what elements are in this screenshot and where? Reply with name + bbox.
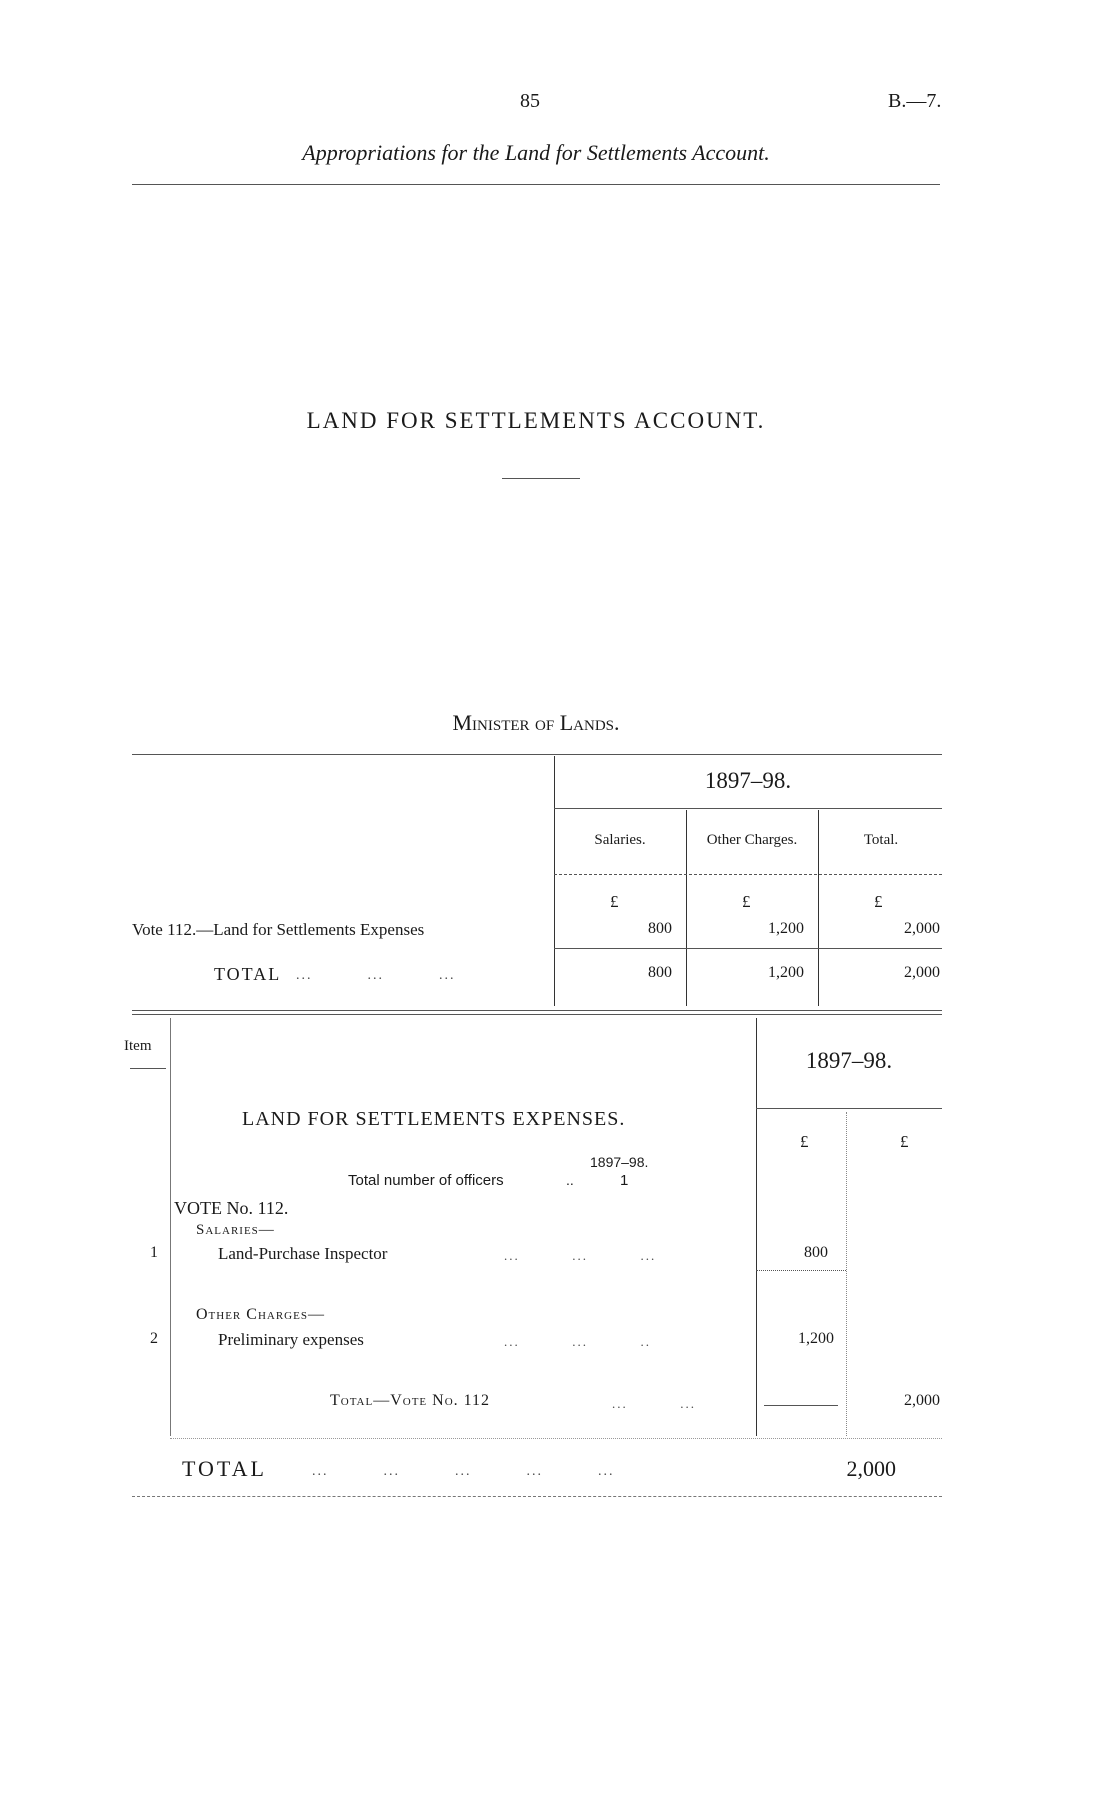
- detail-amount-divider: [756, 1018, 757, 1436]
- grand-total-value: 2,000: [846, 1456, 896, 1481]
- header-divider: [132, 184, 940, 185]
- salaries-heading: Salaries—: [196, 1222, 275, 1238]
- detail-bottom-rule: [170, 1438, 942, 1439]
- officers-count: 1: [620, 1172, 629, 1189]
- page-header: [0, 90, 1114, 120]
- summary-row-other: 1,200: [768, 920, 804, 937]
- grand-total-rule: [132, 1496, 942, 1497]
- summary-col-other-charges: Other Charges.: [706, 832, 798, 848]
- item-label-1: Land-Purchase Inspector: [218, 1244, 388, 1263]
- item-number-2: 2: [150, 1330, 158, 1347]
- summary-colhead-rule: [554, 874, 942, 875]
- minister-heading: Minister of Lands.: [452, 710, 620, 735]
- summary-subtotal-rule: [554, 948, 942, 949]
- summary-col-salaries: Salaries.: [594, 832, 646, 848]
- item-1-underline: [756, 1270, 846, 1271]
- grand-total-dots: ... ... ... ... ...: [312, 1464, 615, 1479]
- item-label-2: Preliminary expenses: [218, 1330, 364, 1349]
- summary-row-total: 2,000: [904, 920, 940, 937]
- vote-total-amount: 2,000: [904, 1392, 940, 1409]
- detail-currency-2: £: [900, 1132, 909, 1151]
- running-title: Appropriations for the Land for Settlements Account.: [302, 140, 770, 165]
- summary-col-total: Total.: [863, 832, 899, 848]
- summary-col-divider-2: [686, 810, 687, 1006]
- grand-total-label: TOTAL: [182, 1456, 267, 1481]
- summary-bottom-rule-1: [132, 1010, 942, 1011]
- summary-total-other: 1,200: [768, 964, 804, 981]
- summary-total-salaries: 800: [648, 964, 672, 981]
- title-divider: [502, 478, 580, 479]
- summary-currency-salaries: £: [610, 892, 619, 911]
- detail-year-header: 1897–98.: [805, 1048, 893, 1073]
- summary-top-rule: [132, 754, 942, 755]
- item-dots-2: ... ... ..: [504, 1334, 651, 1349]
- summary-currency-other: £: [742, 892, 751, 911]
- summary-row-label: Vote 112.—Land for Settlements Expenses: [132, 920, 425, 939]
- officers-label: Total number of officers: [348, 1172, 504, 1189]
- summary-col-divider-3: [818, 810, 819, 1006]
- summary-currency-total: £: [874, 892, 883, 911]
- vote-total-dash: [764, 1405, 838, 1406]
- main-title: LAND FOR SETTLEMENTS ACCOUNT.: [306, 408, 766, 433]
- other-charges-heading: Other Charges—: [196, 1306, 325, 1323]
- summary-year-header: 1897–98.: [704, 768, 792, 793]
- item-number-1: 1: [150, 1244, 158, 1261]
- detail-currency-1: £: [800, 1132, 809, 1151]
- officers-dots: ..: [566, 1172, 574, 1188]
- officers-year: 1897–98.: [590, 1154, 649, 1170]
- summary-year-rule: [554, 808, 942, 809]
- page-number: 85: [520, 90, 540, 112]
- document-reference: B.—7.: [888, 90, 942, 112]
- vote-total-dots: ... ...: [612, 1396, 696, 1411]
- summary-bottom-rule-2: [132, 1014, 942, 1015]
- detail-item-divider: [170, 1018, 171, 1436]
- detail-inner-divider: [846, 1112, 847, 1436]
- item-dots-1: ... ... ...: [504, 1248, 657, 1263]
- summary-total-dots: ... ... ...: [296, 968, 456, 983]
- summary-total-label: TOTAL: [214, 964, 282, 984]
- summary-row-salaries: 800: [648, 920, 672, 937]
- summary-total-total: 2,000: [904, 964, 940, 981]
- vote-label: VOTE No. 112.: [174, 1198, 289, 1218]
- item-amount-1: 800: [804, 1244, 828, 1261]
- detail-year-rule: [756, 1108, 942, 1109]
- detail-item-header: Item: [124, 1038, 152, 1054]
- detail-section-title: LAND FOR SETTLEMENTS EXPENSES.: [242, 1108, 626, 1130]
- detail-item-header-rule: [130, 1068, 166, 1069]
- vote-total-label: Total—Vote No. 112: [330, 1392, 491, 1409]
- item-amount-2: 1,200: [798, 1330, 834, 1347]
